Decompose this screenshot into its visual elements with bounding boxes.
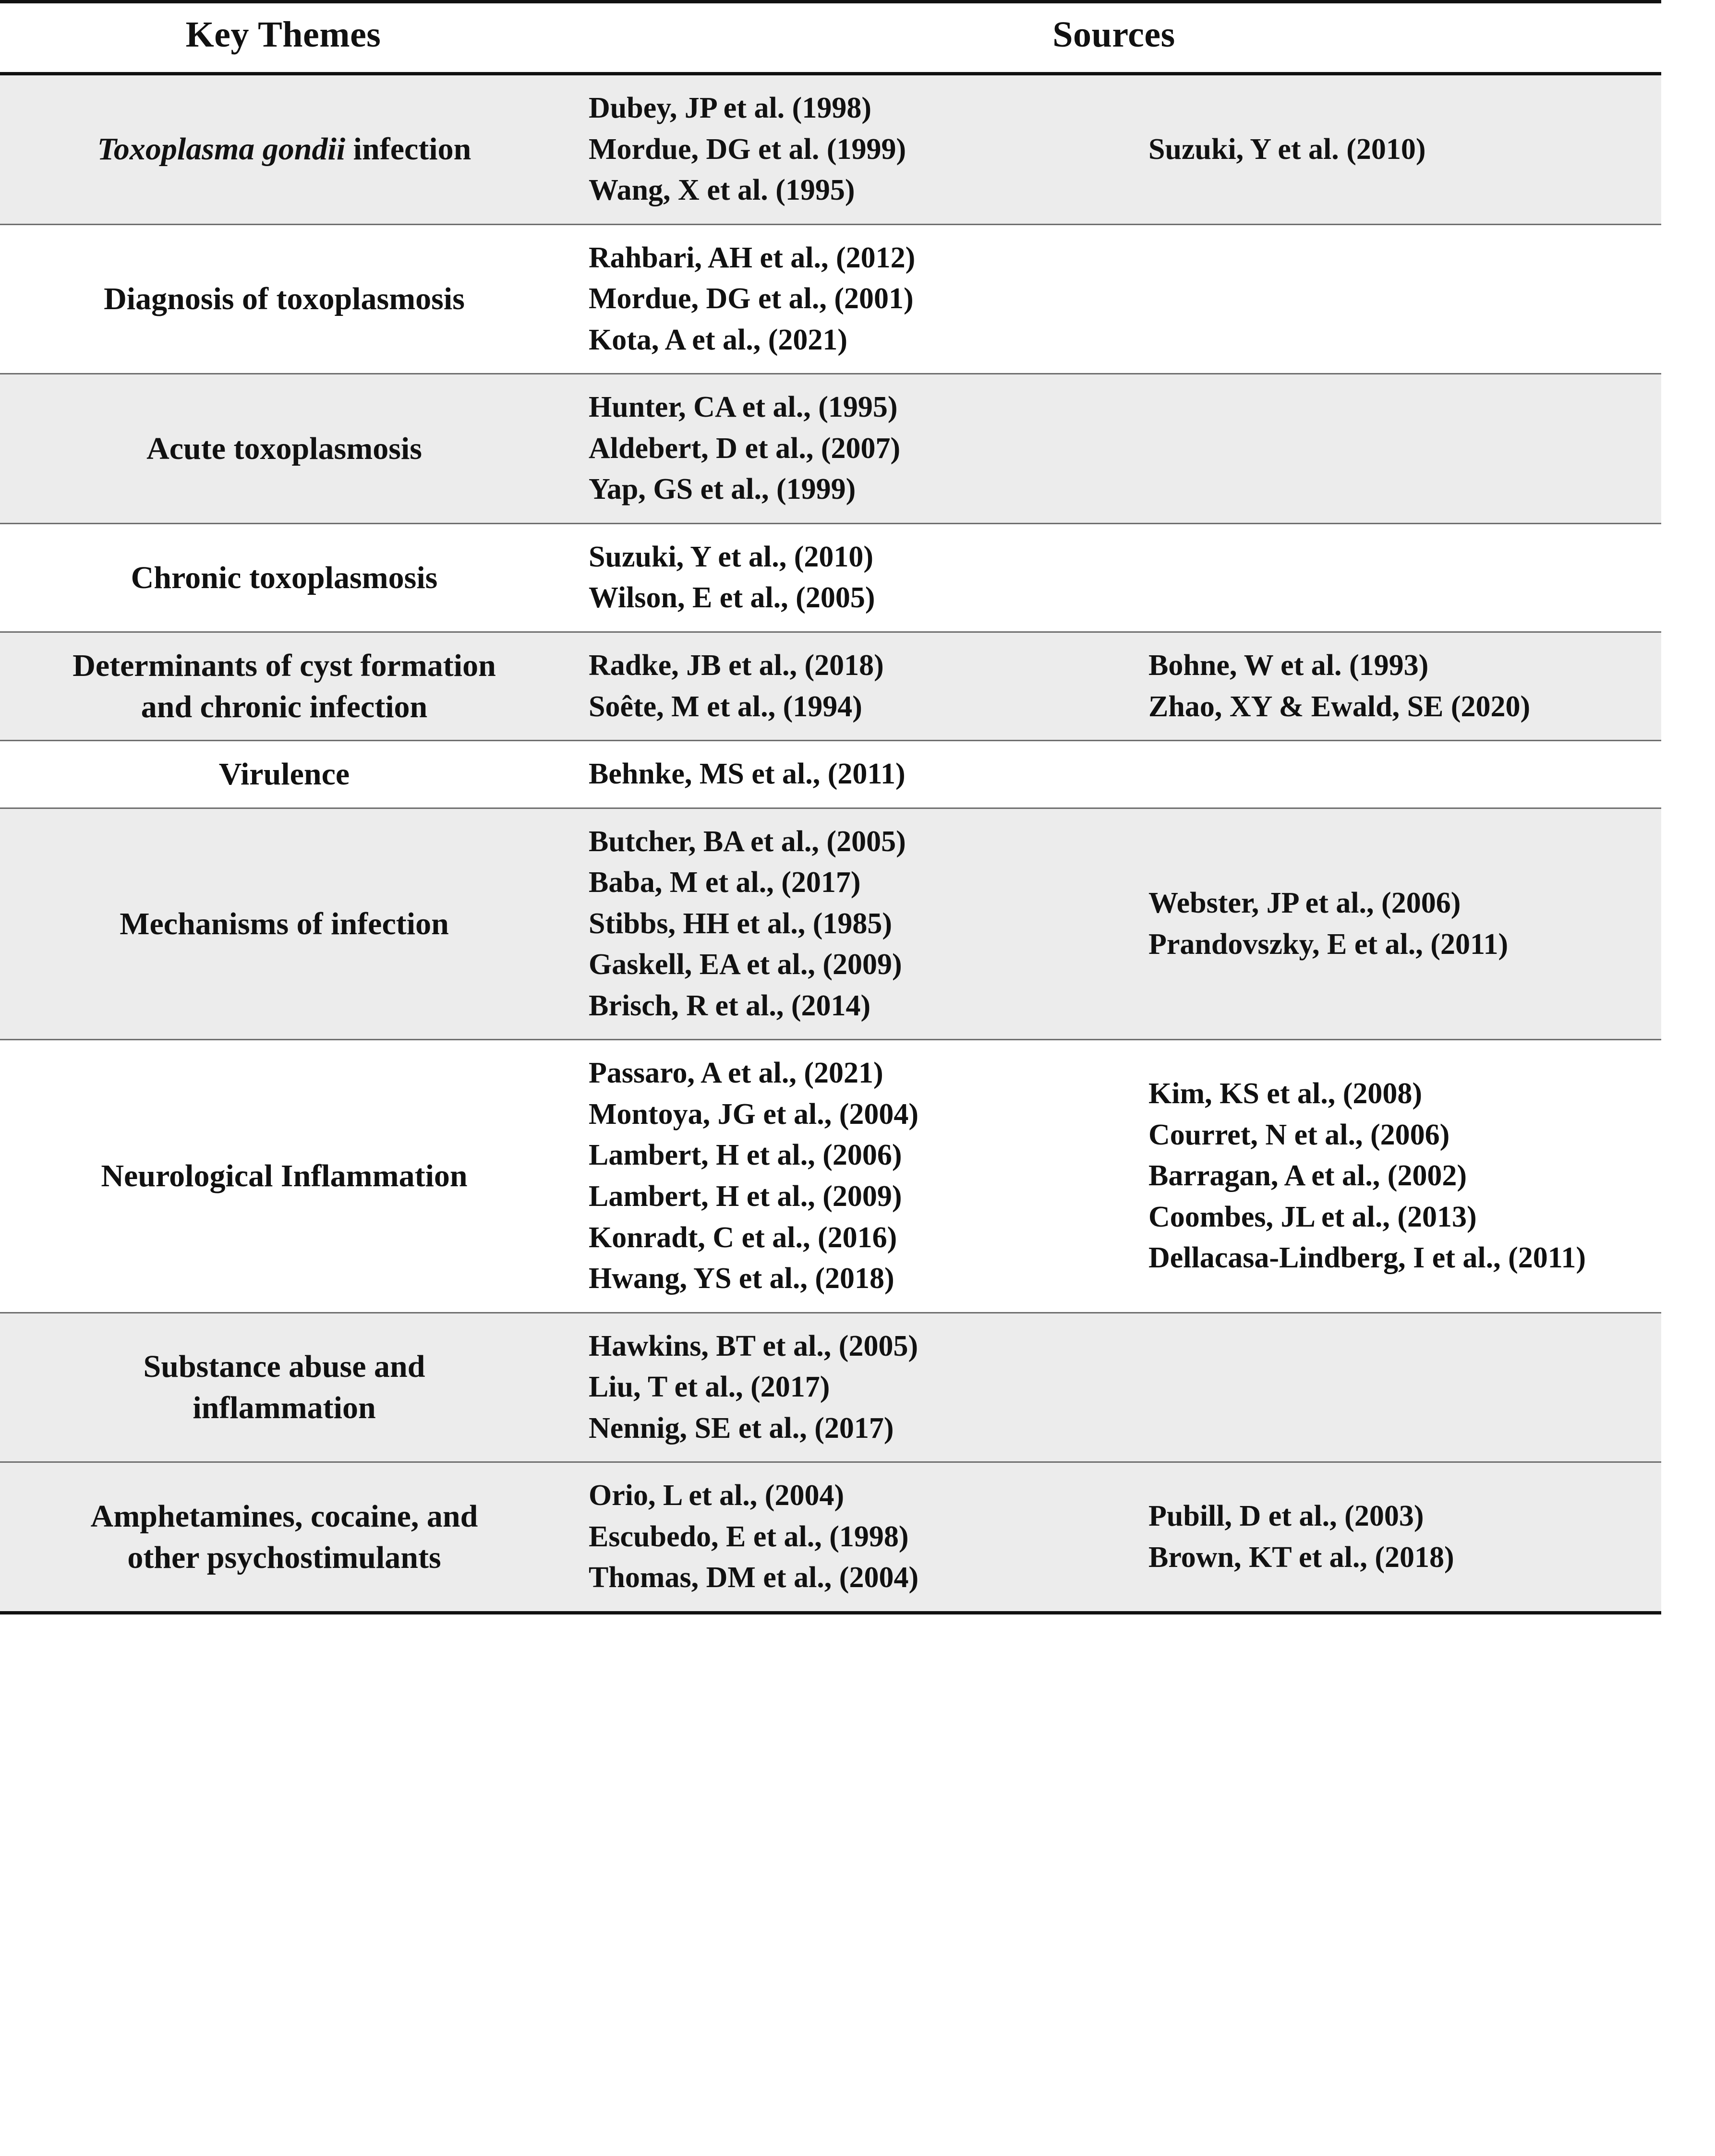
theme-label-line: Amphetamines, cocaine, and <box>90 1498 478 1534</box>
source-entry: Kota, A et al., (2021) <box>589 323 847 356</box>
theme-label-cell <box>0 74 567 225</box>
sources-secondary-cell <box>1109 224 1661 374</box>
theme-label-line: and chronic infection <box>141 689 428 724</box>
theme-label-cell: Virulence <box>0 741 567 808</box>
source-entry: Thomas, DM et al., (2004) <box>589 1561 919 1594</box>
source-entry: Orio, L et al., (2004) <box>589 1479 845 1512</box>
theme-label-cell <box>0 1313 567 1462</box>
source-entry: Soête, M et al., (1994) <box>589 690 862 723</box>
theme-label-cell: Neurological Inflammation <box>0 1040 567 1313</box>
sources-primary-cell <box>567 374 1109 524</box>
source-entry: Zhao, XY & Ewald, SE (2020) <box>1148 690 1531 723</box>
sources-primary-cell <box>567 632 1109 741</box>
table-body <box>0 74 1661 1613</box>
theme-label-rest: infection <box>345 132 471 167</box>
sources-primary-cell <box>567 1040 1109 1313</box>
theme-label-line: Substance abuse and <box>143 1349 425 1385</box>
table-row <box>0 632 1661 741</box>
theme-label-cell <box>0 632 567 741</box>
sources-secondary-cell <box>1109 74 1661 225</box>
theme-label-line: Determinants of cyst formation <box>72 648 496 683</box>
source-entry: Passaro, A et al., (2021) <box>589 1057 883 1090</box>
sources-primary-cell <box>567 523 1109 632</box>
source-entry: Baba, M et al., (2017) <box>589 866 861 899</box>
theme-label-cell: Acute toxoplasmosis <box>0 374 567 524</box>
table-row <box>0 1040 1661 1313</box>
source-entry: Rahbari, AH et al., (2012) <box>589 241 916 274</box>
sources-primary-cell <box>567 1462 1109 1613</box>
table-row <box>0 74 1661 225</box>
sources-secondary-cell <box>1109 523 1661 632</box>
source-entry: Behnke, MS et al., (2011) <box>589 758 906 791</box>
sources-secondary-cell <box>1109 741 1661 808</box>
source-entry: Wilson, E et al., (2005) <box>589 581 875 614</box>
source-entry: Gaskell, EA et al., (2009) <box>589 948 902 981</box>
column-header-key-themes: Key Themes <box>0 2 567 74</box>
source-entry: Wang, X et al. (1995) <box>589 174 855 207</box>
theme-label-line: inflammation <box>193 1390 376 1425</box>
source-entry: Yap, GS et al., (1999) <box>589 473 856 506</box>
source-entry: Coombes, JL et al., (2013) <box>1148 1200 1477 1233</box>
source-entry: Lambert, H et al., (2006) <box>589 1139 902 1172</box>
source-entry: Hwang, YS et al., (2018) <box>589 1262 894 1295</box>
source-entry: Brown, KT et al., (2018) <box>1148 1541 1454 1574</box>
source-entry: Prandovszky, E et al., (2011) <box>1148 927 1509 961</box>
source-entry: Dellacasa-Lindberg, I et al., (2011) <box>1148 1241 1586 1275</box>
source-entry: Nennig, SE et al., (2017) <box>589 1411 894 1445</box>
source-entry: Radke, JB et al., (2018) <box>589 649 884 682</box>
source-entry: Montoya, JG et al., (2004) <box>589 1097 919 1131</box>
header-row <box>0 2 1661 74</box>
source-entry: Kim, KS et al., (2008) <box>1148 1077 1422 1110</box>
sources-primary-cell <box>567 74 1109 225</box>
sources-secondary-cell <box>1109 632 1661 741</box>
sources-primary-cell <box>567 224 1109 374</box>
source-entry: Dubey, JP et al. (1998) <box>589 92 871 124</box>
theme-label-cell: Mechanisms of infection <box>0 808 567 1040</box>
sources-secondary-cell <box>1109 808 1661 1040</box>
sources-secondary-cell <box>1109 1313 1661 1462</box>
source-entry: Courret, N et al., (2006) <box>1148 1118 1450 1151</box>
sources-secondary-cell <box>1109 1040 1661 1313</box>
table-row <box>0 374 1661 524</box>
theme-label-cell: Chronic toxoplasmosis <box>0 523 567 632</box>
source-entry: Butcher, BA et al., (2005) <box>589 825 906 858</box>
source-entry: Hawkins, BT et al., (2005) <box>589 1329 918 1362</box>
source-entry: Pubill, D et al., (2003) <box>1148 1500 1424 1533</box>
sources-secondary-cell <box>1109 374 1661 524</box>
source-entry: Stibbs, HH et al., (1985) <box>589 907 893 940</box>
source-entry: Suzuki, Y et al. (2010) <box>1148 132 1426 166</box>
source-entry: Konradt, C et al., (2016) <box>589 1221 897 1254</box>
theme-label-cell: Diagnosis of toxoplasmosis <box>0 224 567 374</box>
source-entry: Webster, JP et al., (2006) <box>1148 886 1461 919</box>
table-row <box>0 741 1661 808</box>
source-entry: Aldebert, D et al., (2007) <box>589 432 901 465</box>
sources-secondary-cell <box>1109 1462 1661 1613</box>
table-row <box>0 1313 1661 1462</box>
sources-primary-cell <box>567 1313 1109 1462</box>
source-entry: Escubedo, E et al., (1998) <box>589 1520 909 1553</box>
table-header <box>0 2 1661 74</box>
source-entry: Lambert, H et al., (2009) <box>589 1180 902 1213</box>
theme-label-line: other psychostimulants <box>127 1540 441 1575</box>
source-entry: Liu, T et al., (2017) <box>589 1371 830 1404</box>
table-row <box>0 808 1661 1040</box>
source-entry: Suzuki, Y et al., (2010) <box>589 540 874 573</box>
sources-primary-cell <box>567 741 1109 808</box>
column-header-sources: Sources <box>567 2 1661 74</box>
source-entry: Mordue, DG et al., (2001) <box>589 282 914 315</box>
theme-label-cell <box>0 1462 567 1613</box>
table-row <box>0 224 1661 374</box>
sources-primary-cell <box>567 808 1109 1040</box>
theme-species-name: Toxoplasma gondii <box>97 132 346 167</box>
table-row <box>0 523 1661 632</box>
source-entry: Bohne, W et al. (1993) <box>1148 649 1429 682</box>
source-entry: Mordue, DG et al. (1999) <box>589 132 906 166</box>
table-row <box>0 1462 1661 1613</box>
source-entry: Barragan, A et al., (2002) <box>1148 1159 1467 1192</box>
source-entry: Hunter, CA et al., (1995) <box>589 391 898 424</box>
source-entry: Brisch, R et al., (2014) <box>589 989 871 1022</box>
